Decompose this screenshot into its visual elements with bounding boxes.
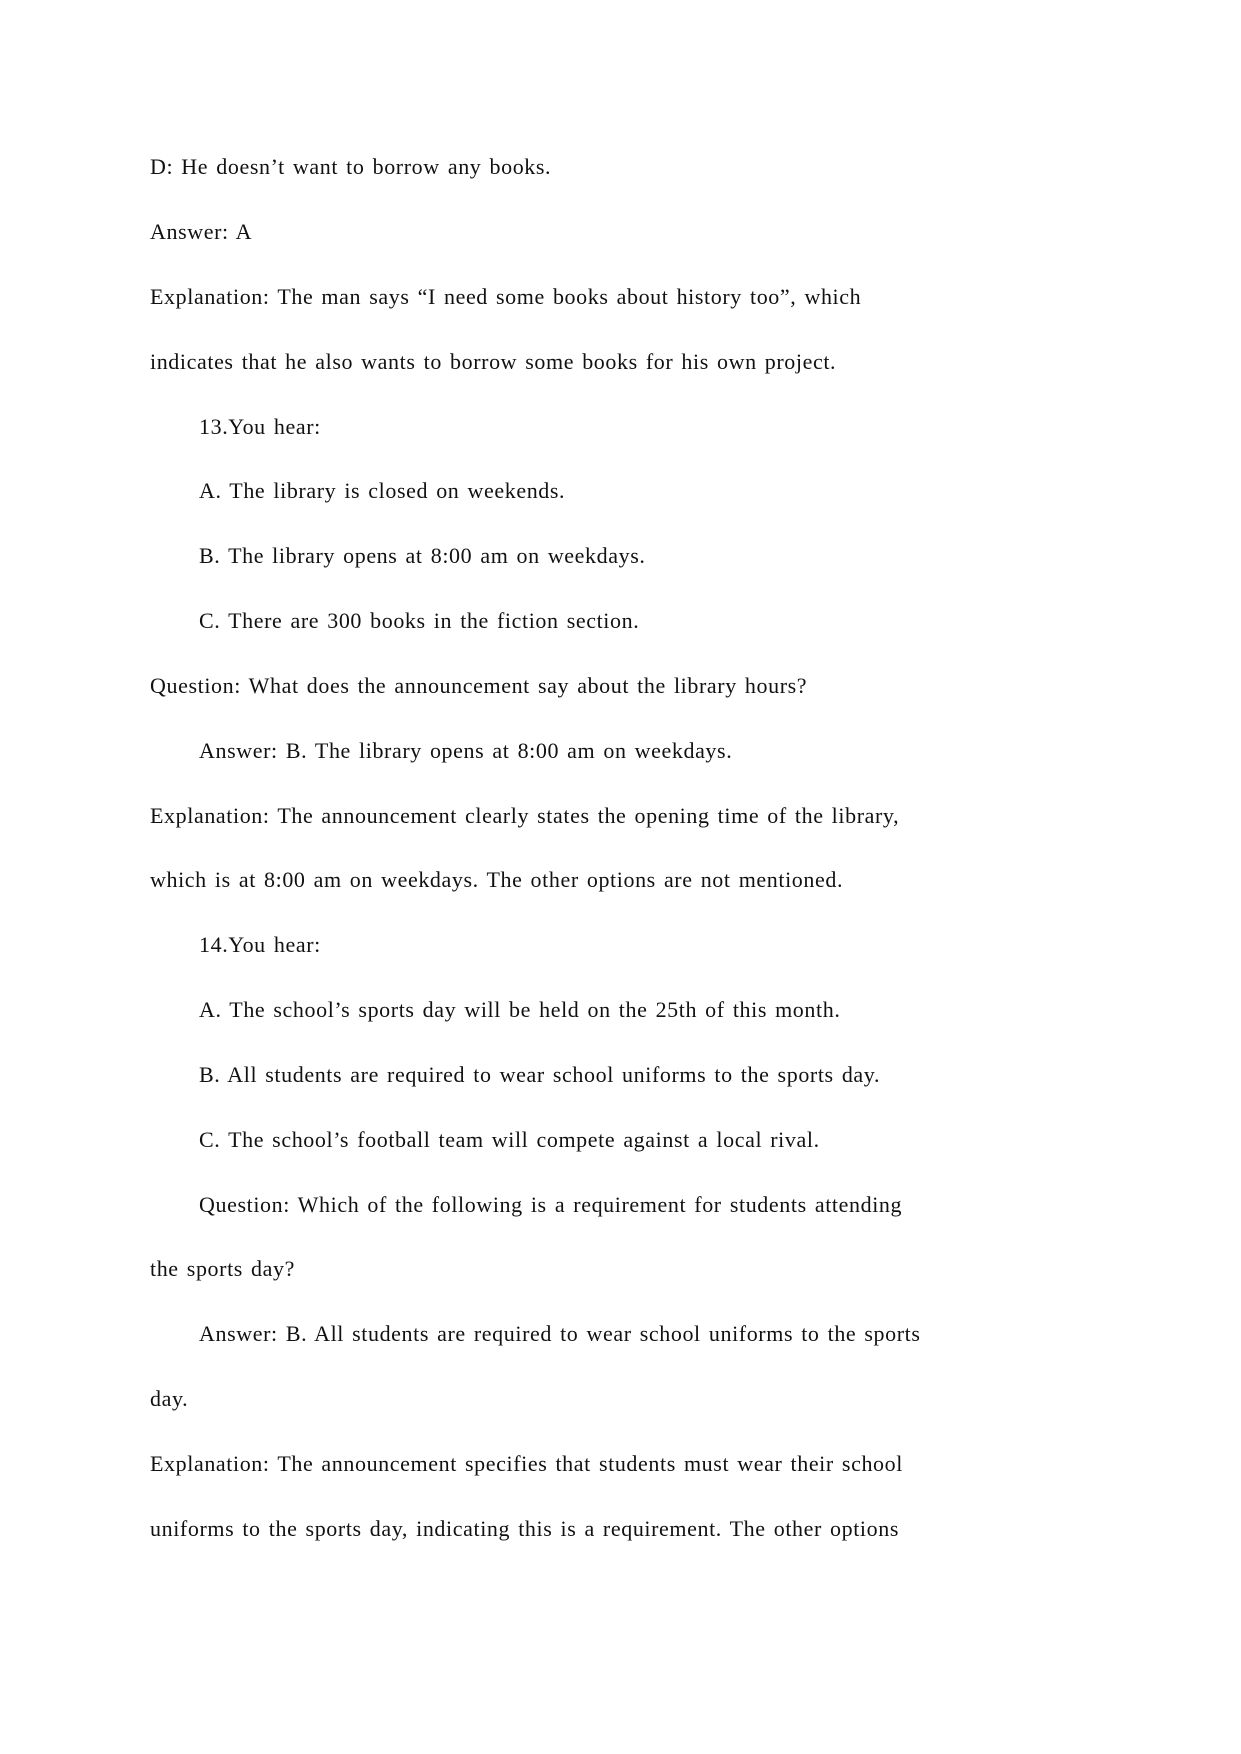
text-line: Explanation: The announcement specifies that students must wear their school	[150, 1451, 903, 1476]
text-line: the sports day?	[150, 1256, 295, 1281]
text-line: D: He doesn’t want to borrow any books.	[150, 154, 552, 179]
text-line: C. There are 300 books in the fiction section.	[199, 608, 640, 633]
text-line: Answer: B. All students are required to wear school uniforms to the sports	[199, 1321, 921, 1346]
text-line: indicates that he also wants to borrow some books for his own project.	[150, 349, 837, 374]
text-line: B. All students are required to wear school uniforms to the sports day.	[199, 1062, 881, 1087]
text-line: Explanation: The announcement clearly states the opening time of the library,	[150, 803, 900, 828]
text-line: day.	[150, 1386, 189, 1411]
text-line: uniforms to the sports day, indicating this is a requirement. The other options	[150, 1516, 900, 1541]
text-line: Explanation: The man says “I need some books about history too”, which	[150, 284, 862, 309]
text-line: C. The school’s football team will compete against a local rival.	[199, 1127, 820, 1152]
text-line: 14.You hear:	[199, 932, 321, 957]
text-line: which is at 8:00 am on weekdays. The other options are not mentioned.	[150, 867, 844, 892]
text-line: Answer: B. The library opens at 8:00 am on weekdays.	[199, 738, 733, 763]
text-line: 13.You hear:	[199, 414, 321, 439]
text-line: Answer: A	[150, 219, 253, 244]
text-line: A. The library is closed on weekends.	[199, 478, 566, 503]
text-line: Question: What does the announcement say about the library hours?	[150, 673, 808, 698]
text-line: Question: Which of the following is a requirement for students attending	[199, 1192, 903, 1217]
text-line: A. The school’s sports day will be held on the 25th of this month.	[199, 997, 841, 1022]
text-line: B. The library opens at 8:00 am on weekdays.	[199, 543, 646, 568]
